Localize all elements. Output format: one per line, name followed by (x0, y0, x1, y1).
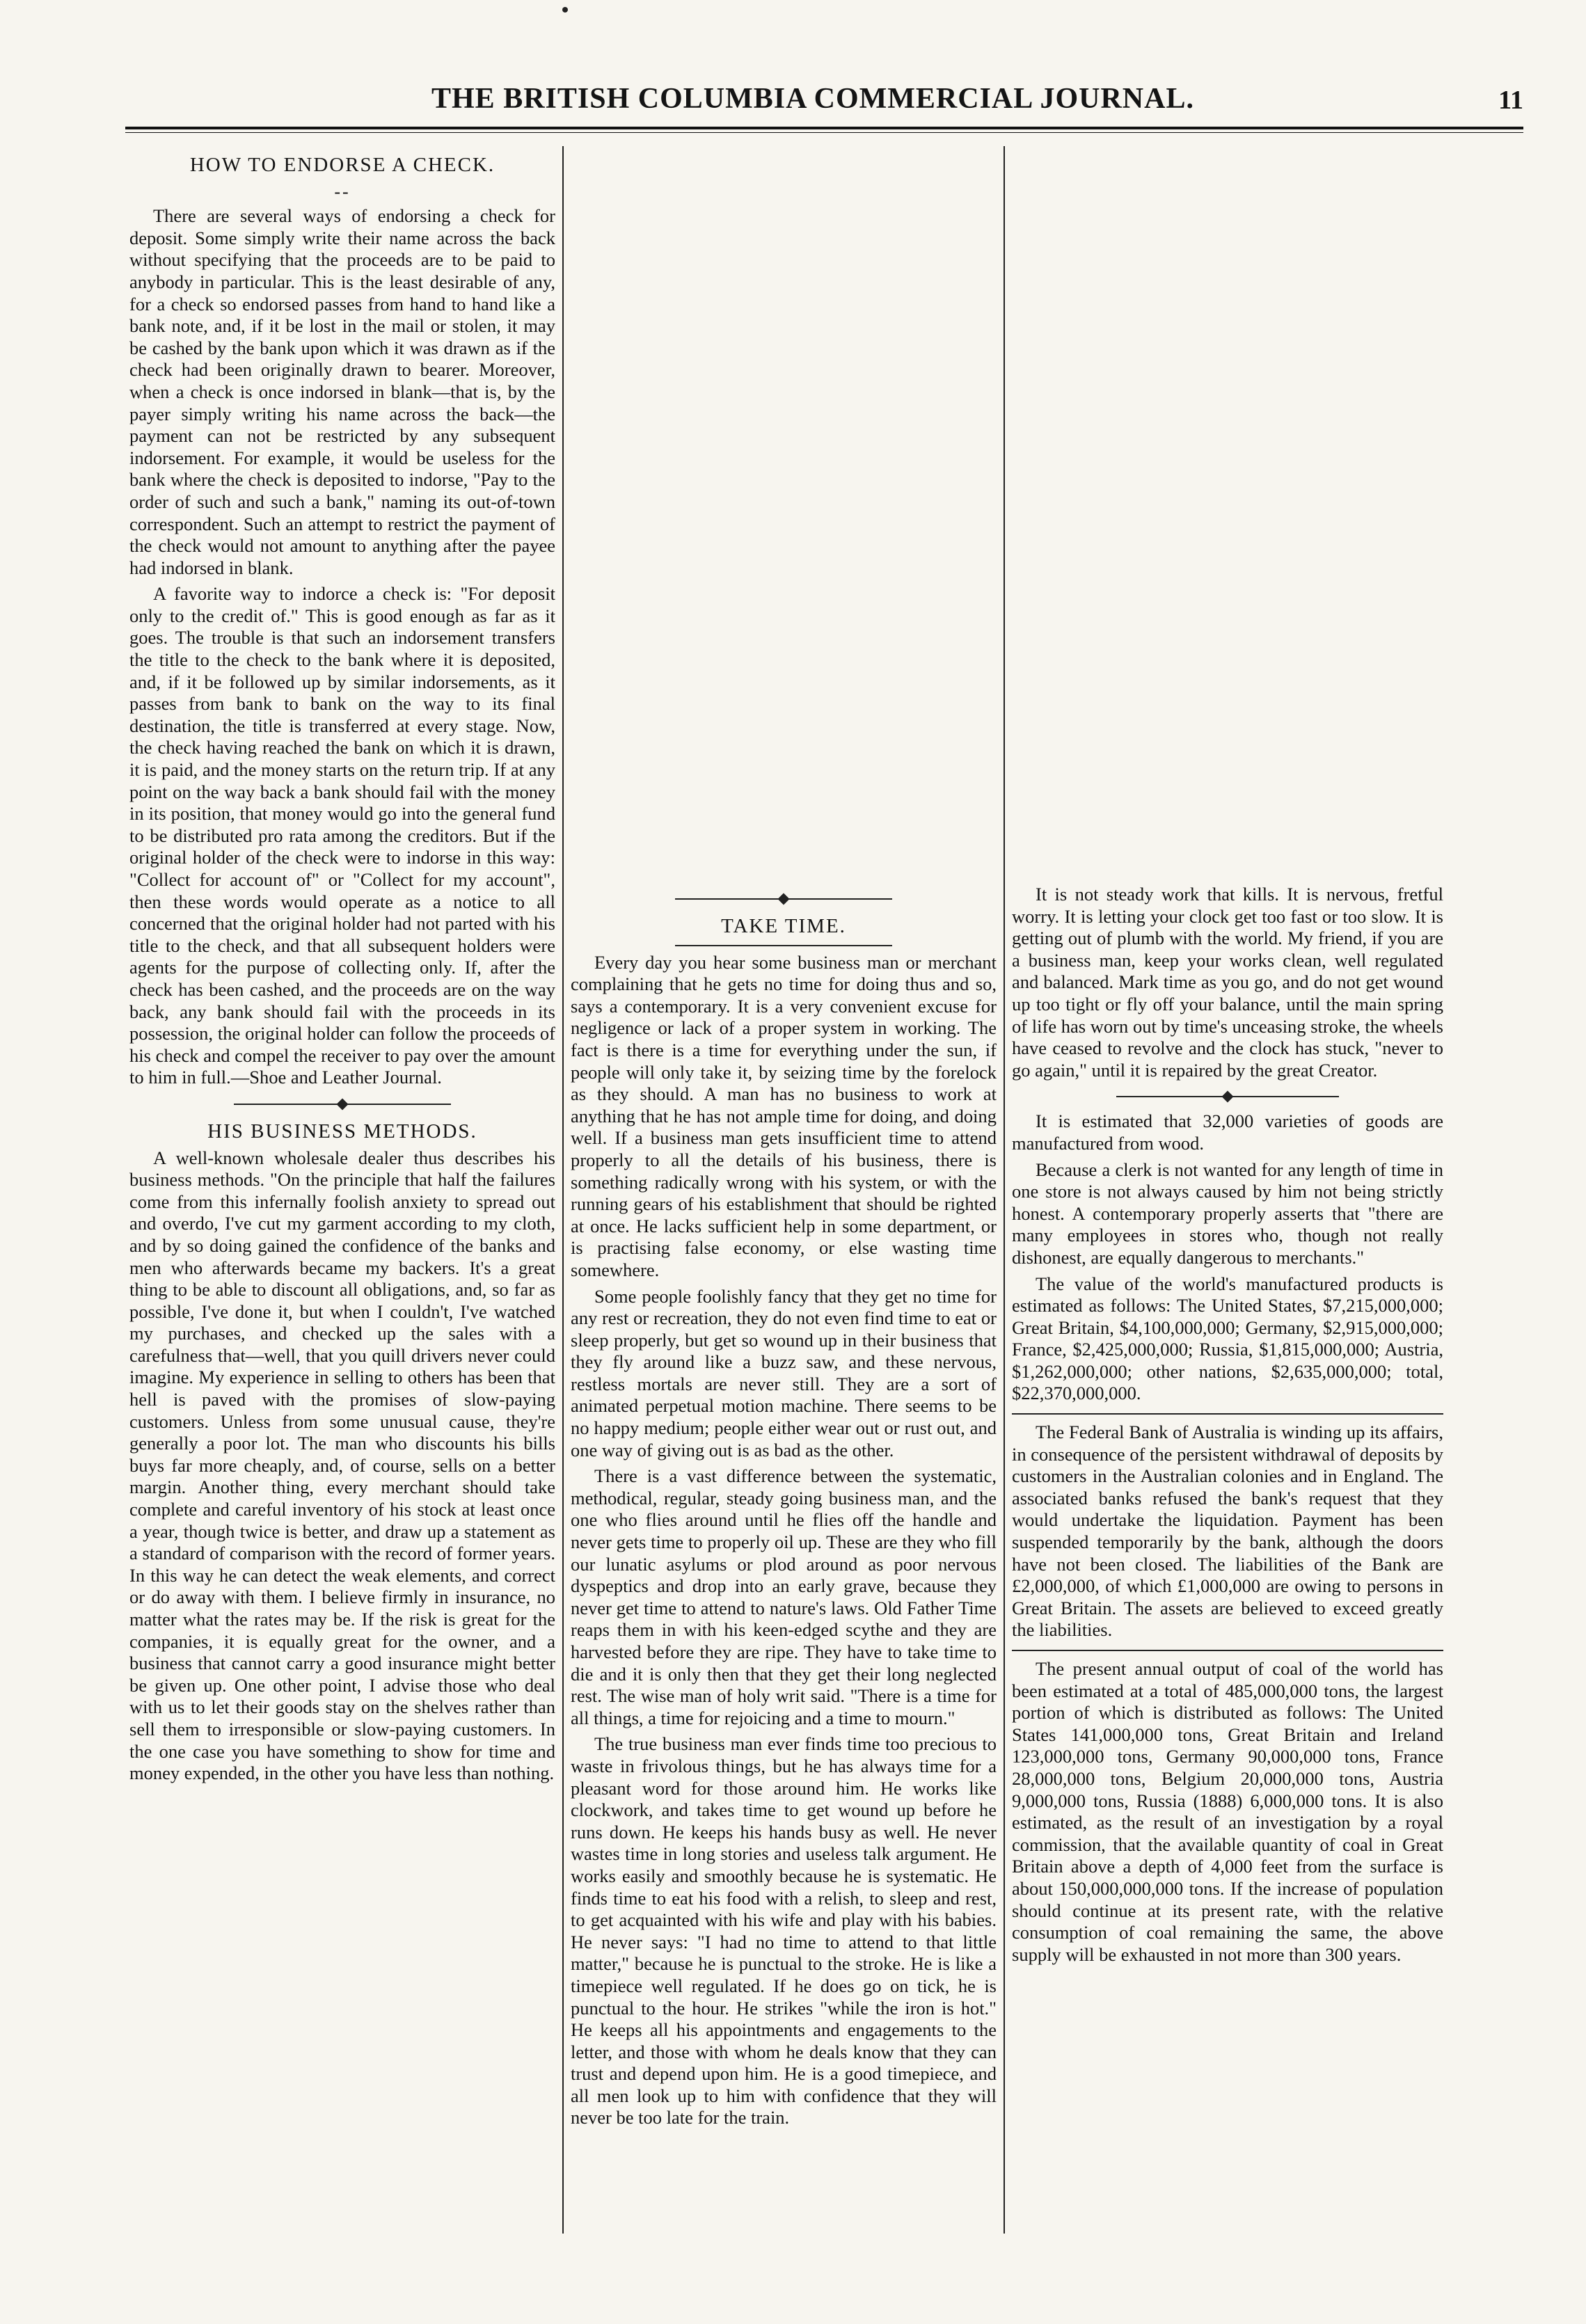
page-number: 11 (1498, 86, 1523, 115)
news-note: It is estimated that 32,000 varieties of goods are manufactured from wood. (1012, 1111, 1443, 1154)
column-rule (562, 146, 564, 2234)
continued-space (571, 146, 997, 884)
column-2 (571, 146, 997, 2133)
article-paragraph: There is a vast difference between the systematic, methodical, regular, steady going business man, and the one who flies around until he flies off the handle and never gets time to properly oil up. These are they who fill our lunatic asylums or plod around as poor nervous dyspeptics and drop into an early grave, because they never get time to attend to nature's laws. Old Father Time reaps them in with his keen-edged scythe and they are harvested before they are ripe. They have to take time to die and it is only then that they get their long neglected rest. The wise man of holy writ said. "There is a time for all things, a time for rejoicing and a time to mourn." (571, 1465, 997, 1728)
page-header (125, 82, 1523, 125)
article-paragraph: There are several ways of endorsing a check for deposit. Some simply write their name across the back without specifying that the proceeds are to be paid to anybody in particular. This is the least desirable of any, for a check so endorsed passes from hand to hand like a bank note, and, if it be lost in the mail or stolen, it may be cashed by the bank upon which it was drawn as if the check had been originally drawn to bearer. Moreover, when a check is once indorsed in blank—that is, by the payer simply writing his name across the back—the payment can not be restricted by any subsequent indorsement. For example, it would be useless for the bank where the check is deposited to indorse, "Pay to the order of such and such a bank," naming its out-of-town correspondent. Such an attempt to restrict the payment of the check would not amount to anything after the payee had indorsed in blank. (129, 205, 555, 578)
column-1 (129, 146, 555, 1789)
header-rule (125, 127, 1523, 129)
article-paragraph: It is not steady work that kills. It is nervous, fretful worry. It is letting your clock get too fast or too slow. It is getting out of plumb with the world. My friend, if you are a business man, keep your works clean, well regulated and balanced. Mark time as you go, and do not get wound up too tight or fly off your balance, until the main spring of life has worn out by time's unceasing stroke, the wheels have ceased to revolve and the clock has stuck, "never to go again," until it is repaired by the great Creator. (1012, 884, 1443, 1081)
title-rule (675, 945, 892, 946)
note-rule (1012, 1650, 1443, 1651)
news-note: The value of the world's manufactured products is estimated as follows: The United States, $7,215,000,000; Great Britain, $4,100,000,000; Germany, $2,915,000,000; France, $2,425,000,000; Russia, $1,815,000,000; Austria, $1,262,000,000; other nations, $2,635,000,000; total, $22,370,000,000. (1012, 1273, 1443, 1404)
article-paragraph: A favorite way to indorce a check is: "For deposit only to the credit of." This is good enough as far as it goes. The trouble is that such an indorsement transfers the title to the check to the bank where it is deposited, and, if it be followed up by similar indorsements, as it passes from bank to bank on the way to its final destination, the title is transferred at every stage. Now, the check having reached the bank on which it is drawn, it is paid, and the money starts on the return trip. If at any point on the way back a bank should fail with the money in its position, that money would go into the general fund to be distributed pro rata among the creditors. But if the original holder of the check were to indorse in this way: "Collect for account of" or "Collect for my account", then these words would operate as a notice to all concerned that the original holder had not parted with his title to the check, and that all subsequent holders were agents for the purpose of collecting only. If, after the check has been cashed, and the proceeds are on the way back, any bank should fail with the proceeds in its possession, the original holder can follow the proceeds of his check and compel the receiver to pay over the amount to him in full.—Shoe and Leather Journal. (129, 583, 555, 1088)
note-rule (1012, 1413, 1443, 1415)
column-rule (1004, 146, 1005, 2234)
article-paragraph: Every day you hear some business man or merchant complaining that he gets no time for doing thus and so, says a contemporary. It is a very convenient excuse for negligence or lack of a proper system in working. The fact is there is a time for everything under the sun, if people will only take it, by seizing time by the forelock as they should. A man has no business to work at anything that he has not ample time for doing, and doing well. If a business man gets insufficient time to attend properly to all the details of his business, there is something radically wrong with his system, or with the running gears of his establishment that should be righted at once. He lacks sufficient help in some department, or is practising false economy, or else wasting time somewhere. (571, 951, 997, 1280)
section-separator (129, 1096, 555, 1113)
news-note: The present annual output of coal of the world has been estimated at a total of 485,000,000 tons, the largest portion of which is distributed as follows: The United States 141,000,000 tons, Great Britain and Ireland 123,000,000 tons, Germany 90,000,000 tons, France 28,000,000 tons, Belgium 20,000,000 tons, Austria 9,000,000 tons, Russia (1888) 6,000,000 tons. It is also estimated, as the result of an investigation by a royal commission, that the available quantity of coal in Great Britain above a depth of 4,000 feet from the surface is about 150,000,000,000 tons. If the increase of population should continue at its present rate, with the relative consumption of coal remaining the same, the above supply will be exhausted in not more than 300 years. (1012, 1658, 1443, 1965)
continued-space (1012, 146, 1443, 884)
article-title: TAKE TIME. (721, 915, 846, 937)
news-note: The Federal Bank of Australia is winding up its affairs, in consequence of the persistent withdrawal of deposits by customers in the Australian colonies and in England. The associated banks refused the bank's request that they would undertake the liquidation. Payment has been suspended temporarily by the bank, although the doors have not been closed. The liabilities of the Bank are £2,000,000, of which £1,000,000 are owing to persons in Great Britain. The assets are believed to exceed greatly the liabilities. (1012, 1422, 1443, 1641)
article-paragraph: A well-known wholesale dealer thus describes his business methods. "On the principle that half the failures come from this infernally foolish anxiety to spread out and overdo, I've cut my garment according to my cloth, and by so doing gained the confidence of the banks and men who afterwards became my backers. It's a great thing to be able to discount all obligations, and, so far as possible, I've done it, but when I couldn't, I've watched my purchases, and checked up the sales with a carefulness that—well, that you quill drivers never could imagine. My experience in selling to others has been that hell is paved with the promises of slow-paying customers. Unless from some unusual cause, they're generally a poor lot. The man who discounts his bills buys far more cheaply, and, of course, sells on a better margin. Another thing, every merchant should take complete and careful inventory of his stock at least once a year, though twice is better, and draw up a statement as a standard of comparison with the record of former years. In this way he can detect the weak elements, and correct or do away with them. I believe firmly in insurance, no matter what the rates may be. If the risk is great for the companies, it is equally great for the owner, and a business that cannot carry a good insurance might better be given up. One other point, I advise those who deal with us to let their goods stay on the shelves rather than sell them to irresponsible or slow-paying customers. In the one case you have something to show for time and money expended, in the other you have less than nothing. (129, 1147, 555, 1784)
running-head: THE BRITISH COLUMBIA COMMERCIAL JOURNAL. (431, 83, 1194, 115)
article-paragraph: The true business man ever finds time too precious to waste in frivolous things, but he has always time for a pleasant word for those around him. He works like clockwork, and takes time to get wound up before he runs down. He keeps his hands busy as well. He never wastes time in long stories and useless talk argument. He works easily and smoothly because he is systematic. He finds time to eat his food with a relish, to sleep and rest, to get acquainted with his wife and play with his babies. He never says: "I had no time to attend to that little matter," because he is punctual to the stroke. He is like a timepiece well regulated. If he does go on tick, he is punctual to the hour. He strikes "while the iron is hot." He keeps all his appointments and engagements to the letter, and those with whom he deals know that they can trust and depend upon him. He is a good timepiece, and all men look up to him with confidence that they will never be too late for the train. (571, 1733, 997, 2128)
news-note: Because a clerk is not wanted for any length of time in one store is not always caused by him not being strictly honest. A contemporary properly asserts that "there are many employees in stores who, though not really dishonest, are equally dangerous to merchants." (1012, 1159, 1443, 1268)
column-3 (1012, 146, 1443, 1970)
section-separator (1012, 1088, 1443, 1105)
article-paragraph: Some people foolishly fancy that they get no time for any rest or recreation, they do not even find time to eat or sleep properly, but get so wound up in their business that they fly around like a buzz saw, and these nervous, restless mortals are never still. They are a sort of animated perpetual motion machine. There seems to be no happy medium; people either wear out or rust out, and one way of giving out is as bad as the other. (571, 1285, 997, 1461)
header-rule-thin (125, 132, 1523, 133)
article-title: HIS BUSINESS METHODS. (207, 1120, 477, 1143)
article-title: HOW TO ENDORSE A CHECK. (189, 154, 495, 176)
ink-dot (562, 7, 568, 13)
title-dash: -- (334, 181, 351, 202)
section-separator (571, 891, 997, 907)
